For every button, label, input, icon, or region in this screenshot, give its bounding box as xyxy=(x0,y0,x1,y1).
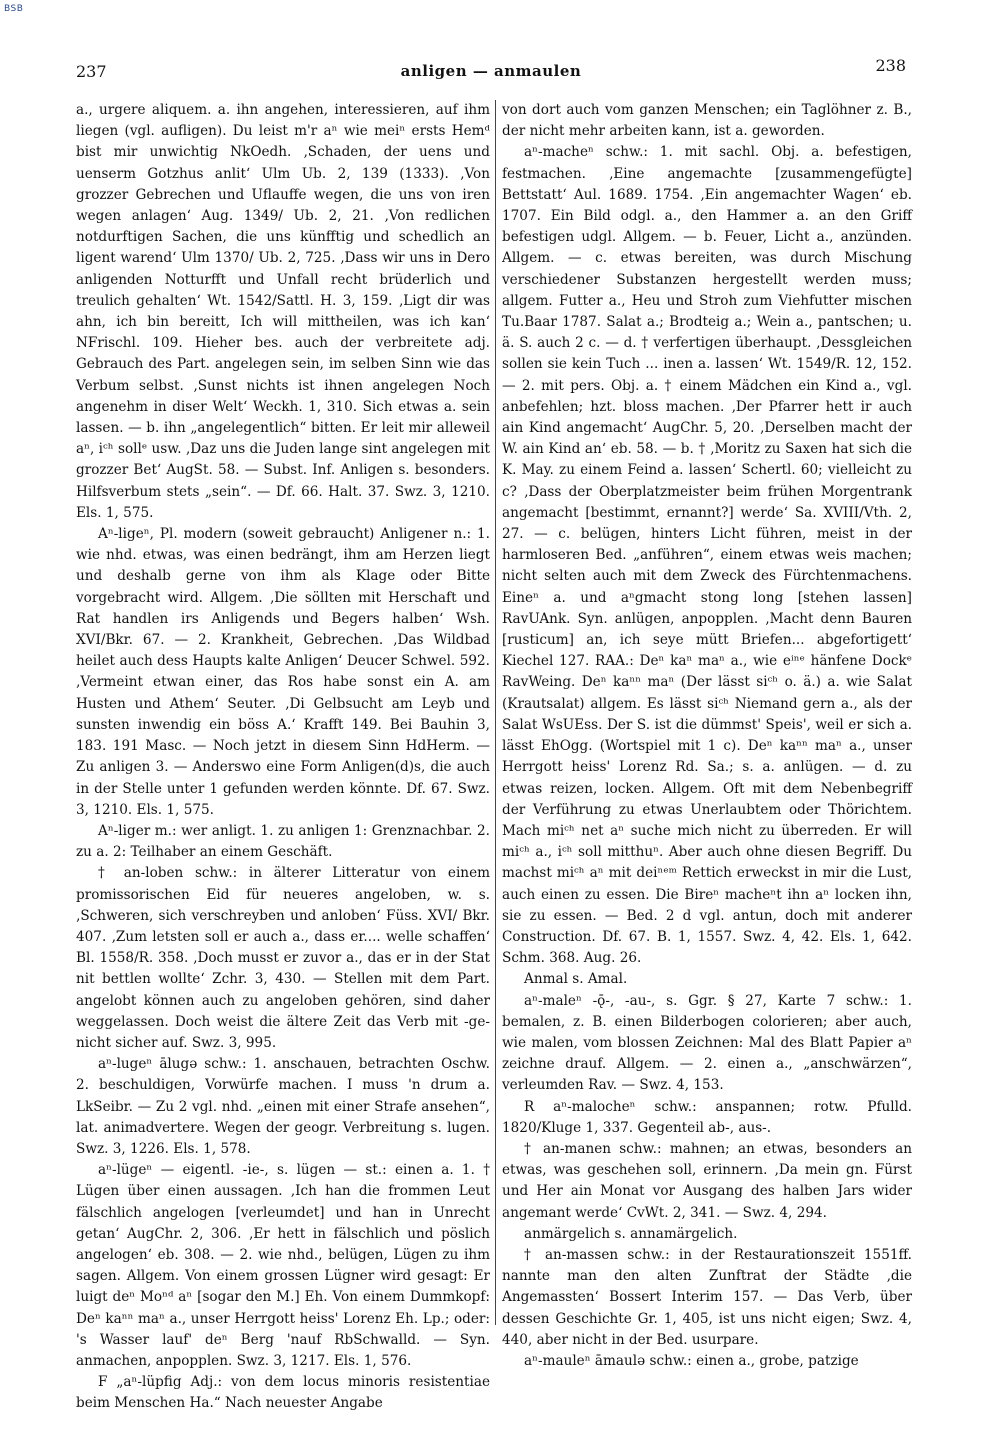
entry-anmalen: aⁿ-maleⁿ -ǭ-, -au-, s. Ggr. § 27, Karte 7 schw.: 1. bemalen, z. B. einen Bilderbogen colorieren; aber auch, wie malen, vom blossen Zeichnen: Mal des Blatt Papier aⁿ zeichne drauf. Allgem. — 2. einen a., „anschwärzen“, verleumden Rav. — Swz. 4, 153. xyxy=(502,992,912,1094)
entry-anmassen: † an-massen schw.: in der Restaurationszeit 1551ff. nannte man den alten Zunftrat der Städte ‚die Angemassten‘ Bossert Interim 157. — Das Verb, über dessen Geschichte Gr. 1, 405, ist uns nicht eigen; Swz. 4, 440, aber nicht in der Bed. usurpare. xyxy=(502,1246,912,1348)
entry-anluegen: aⁿ-lügeⁿ — eigentl. -ie-, s. lügen — st.: einen a. 1. † Lügen über einen aussagen. ‚Ich han die frommen Leut fälschlich angelogen [verleumdet] und han in Unrecht getan‘ AugChr. 2, 306. ‚Er hett in fälschlich und pöslich angelogen‘ eb. 308. — 2. wie nhd., belügen, Lügen zu ihm sagen. Allgem. Von einem grossen Lügner wird gesagt: Er luigt deⁿ Moⁿᵈ aⁿ [sogar den M.] Eh. Von einem Dummkopf: Deⁿ kaⁿⁿ maⁿ a., unser Herrgott heiss' Lorenz Eh. Lp.; oder: 's Wasser lauf' deⁿ Berg 'nauf RbSchwalld. — Syn. anmachen, anpopplen. Swz. 3, 1217. Els. 1, 576. xyxy=(76,1162,490,1369)
entry-anliger: Aⁿ-liger m.: wer anligt. 1. zu anligen 1: Grenznachbar. 2. zu a. 2: Teilhaber an einem Geschäft. xyxy=(76,822,490,861)
entry-anmanen: † an-manen schw.: mahnen; an etwas, besonders an etwas, was geschehen soll, erinnern. ‚Da mein gn. Fürst und Her ain Monat vor Ausgang des halben Jars wider angemant werde‘ CvWt. 2, 341. — Swz. 4, 294. xyxy=(502,1140,912,1221)
running-head: anligen — anmaulen xyxy=(400,62,582,80)
entry-anloben: † an-loben schw.: in älterer Litteratur von einem promissorischen Eid für neueres angeloben, w. s. ‚Schweren, sich verschreyben und anloben‘ Füss. XVI/ Bkr. 407. ‚Zum letsten soll er auch a., dass er.... welle schaffen‘ Bl. 1558/R. 358. ‚Doch musst er zuvor a., das er in der Stat nit bettlen wollte‘ Zchr. 3, 430. — Stellen mit dem Part. angelobt können auch zu angeloben gehören, sind daher weggelassen. Doch weist die ältere Zeit das Verb mit -ge- nicht sicher auf. Swz. 3, 995. xyxy=(76,865,490,1051)
entry-anligen-cont: a., urgere aliquem. a. ihn angehen, interessieren, auf ihm liegen (vgl. aufligen). Du leist m'r aⁿ wie meiⁿ ersts Hemᵈ bist mir unwichtig NkOedh. ‚Schaden, der uens und uenserm Gotzhus anlit‘ Ulm Ub. 2, 139 (1333). ‚Von grozzer Gebrechen und Uflauffe wegen, die uns von iren wegen anlagen‘ Aug. 1349/ Ub. 2, 21. ‚Von redlichen notdurftigen Sachen, die uns künfftig und schedlich an ligent warend‘ Ulm 1370/ Ub. 2, 725. ‚Dass wir uns in Dero anligenden Notturfft und Unfall recht brüderlich und treulich gehalten‘ Wt. 1542/Sattl. H. 3, 159. ‚Ligt dir was ahn, ich bin bereitt, Ich will mittheilen, was ich kan‘ NFrischl. 109. Hieher bes. auch der verbreitete adj. Gebrauch des Part. angelegen sein, im selben Sinn wie das Verbum selbst. ‚Sunst nichts ist ihnen angelegen Noch angenehm in diser Welt‘ Weckh. 1, 310. Sich etwas a. sein lassen. — b. ihn „angelegentlich“ bitten. Er leit mir alleweil aⁿ, iᶜʰ sollᵉ usw. ‚Daz uns die Juden lange sint angelegen mit grozzer Bet‘ AugSt. 58. — Subst. Inf. Anligen s. besonders. Hilfsverbum stets „sein“. — Df. 66. Halt. 37. Swz. 3, 1210. Els. 1, 575. xyxy=(76,102,490,521)
entry-anmaulen: aⁿ-mauleⁿ āmaulə schw.: einen a., grobe, patzige xyxy=(524,1352,859,1369)
page-number-right: 238 xyxy=(875,56,906,75)
entry-anlugen: aⁿ-lugeⁿ ālugə schw.: 1. anschauen, betrachten Oschw. 2. beschuldigen, Vorwürfe machen. I muss 'n drum a. LkSeibr. — Zu 2 vgl. nhd. „einen mit einer Strafe ansehen“, lat. animadvertere. Wegen der geogr. Verbreitung s. lugen. Swz. 3, 1226. Els. 1, 578. xyxy=(76,1056,490,1157)
entry-anluepfig-cont: von dort auch vom ganzen Menschen; ein Taglöhner z. B., der nicht mehr arbeiten kann, ist a. geworden. xyxy=(502,102,912,140)
entry-anluepfig: F „aⁿ-lüpfig Adj.: von dem locus minoris resistentiae beim Menschen Ha.“ Nach neuester Angabe xyxy=(76,1374,490,1412)
right-column xyxy=(502,100,912,1372)
left-column xyxy=(76,100,490,1415)
entry-anmachen: aⁿ-macheⁿ schw.: 1. mit sachl. Obj. a. befestigen, festmachen. ‚Eine angemachte [zusammengefügte] Bettstatt‘ Aul. 1689. 1754. ‚Ein angemachter Wagen‘ eb. 1707. Ein Bild odgl. a., den Hammer a. an den Griff befestigen udgl. Allgem. — b. Feuer, Licht a., anzünden. Allgem. — c. etwas bereiten, was durch Mischung verschiedener Substanzen hergestellt werden muss; allgem. Futter a., Heu und Stroh zum Viehfutter mischen Tu.Baar 1787. Salat a.; Brodteig a.; Wein a., pantschen; u. ä. S. auch 2 c. — d. † verfertigen überhaupt. ‚Dessgleichen sollen sie kein Tuch ... inen a. lassen‘ Wt. 1549/R. 12, 152. — 2. mit pers. Obj. a. † einem Mädchen ein Kind a., vgl. anbefehlen; hzt. bloss machen. ‚Der Pfarrer hett ir auch ain Kind angemacht‘ AugChr. 5, 20. ‚Derselben macht der W. ain Kind an‘ eb. 58. — b. † ‚Moritz zu Saxen hat sich die K. May. zu einem Feind a. lassen‘ Schertl. 60; vielleicht zu c? ‚Dass der Oberplatzmeister beim frühen Morgentrank angemacht [bestimmt, ernannt?] werde‘ Sa. XVIII/Vth. 2, 27. — c. belügen, hinters Licht führen, meist in der harmloseren Bed. „anführen“, einem etwas weis machen; nicht selten auch mit dem Zweck des Fürchtenmachens. Eineⁿ a. und aⁿgmacht stong long [stehen lassen] RavUAnk. Syn. anlügen, anpopplen. ‚Macht denn Bauren [rusticum] an, ich seye mütt Briefen... abgefortigett‘ Kiechel 127. RAA.: Deⁿ kaⁿ maⁿ a., wie eⁱⁿᵉ hänfene Dockᵉ RavWeing. Deⁿ kaⁿⁿ maⁿ (Der lässt siᶜʰ o. ä.) a. wie Salat (Krautsalat) allgem. Es lässt siᶜʰ Niemand gern a., als der Salat WsUEss. Der S. ist die dümmst' Speis', weil er sich a. lässt EhOgg. (Wortspiel mit 1 c). Deⁿ kaⁿⁿ maⁿ a., unser Herrgott heiss' Lorenz Rd. Sa.; s. a. anlügen. — d. zu etwas reizen, locken. Allgem. Oft mit dem Nebenbegriff der Verführung zu etwas Unerlaubtem oder Thörichtem. Mach miᶜʰ net aⁿ suche mich nicht zu überreden. Er will miᶜʰ a., iᶜʰ soll mitthuⁿ. Aber auch ohne diesen Begriff. Du machst miᶜʰ aⁿ mit deiⁿᵉᵐ Rettich erweckst in mir die Lust, auch einen zu essen. Die Bireⁿ macheⁿt ihn aⁿ locken ihn, sie zu essen. — Bed. 2 d vgl. antun, doch mit anderer Construction. Df. 67. B. 1, 1557. Swz. 4, 42. Els. 1, 642. Schm. 368. Aug. 26. xyxy=(502,144,912,967)
entry-anmaergelich: anmärgelich s. annamärgelich. xyxy=(524,1225,738,1242)
page-number-left: 237 xyxy=(76,62,107,81)
entry-anmalochen: R aⁿ-malocheⁿ schw.: anspannen; rotw. Pfulld. 1820/Kluge 1, 337. Gegenteil ab-, aus-. xyxy=(502,1098,912,1136)
entry-anmal: Anmal s. Amal. xyxy=(524,971,628,988)
column-divider xyxy=(495,100,496,1325)
page-header xyxy=(76,56,906,88)
library-watermark: BSB xyxy=(4,4,24,14)
entry-anligen-noun: Aⁿ-ligeⁿ, Pl. modern (soweit gebraucht) Anligener n.: 1. wie nhd. etwas, was einen bedrängt, ihm am Herzen liegt und deshalb gerne von ihm als Klage oder Bitte vorgebracht wird. Allgem. ‚Die söllten mit Herschaft und Rat handlen irs Anligends und Begers halben‘ Wsh. XVI/Bkr. 67. — 2. Krankheit, Gebrechen. ‚Das Wildbad heilet auch dess Haupts kalte Anligen‘ Deucer Schwel. 592. ‚Vermeint etwan einer, das Ros habe sonst ein A. am Husten und Athem‘ Seuter. ‚Di Gelbsucht am Leyb und sunsten inwendig ein böss A.‘ Krafft 149. Bei Bauhin 3, 183. 191 Masc. — Noch jetzt in diesem Sinn HdHerm. — Zu anligen 3. — Anderswo eine Form Anligen(d)s, die auch in der Stelle unter 1 gefunden werden könnte. Df. 67. Swz. 3, 1210. Els. 1, 575. xyxy=(76,526,490,818)
